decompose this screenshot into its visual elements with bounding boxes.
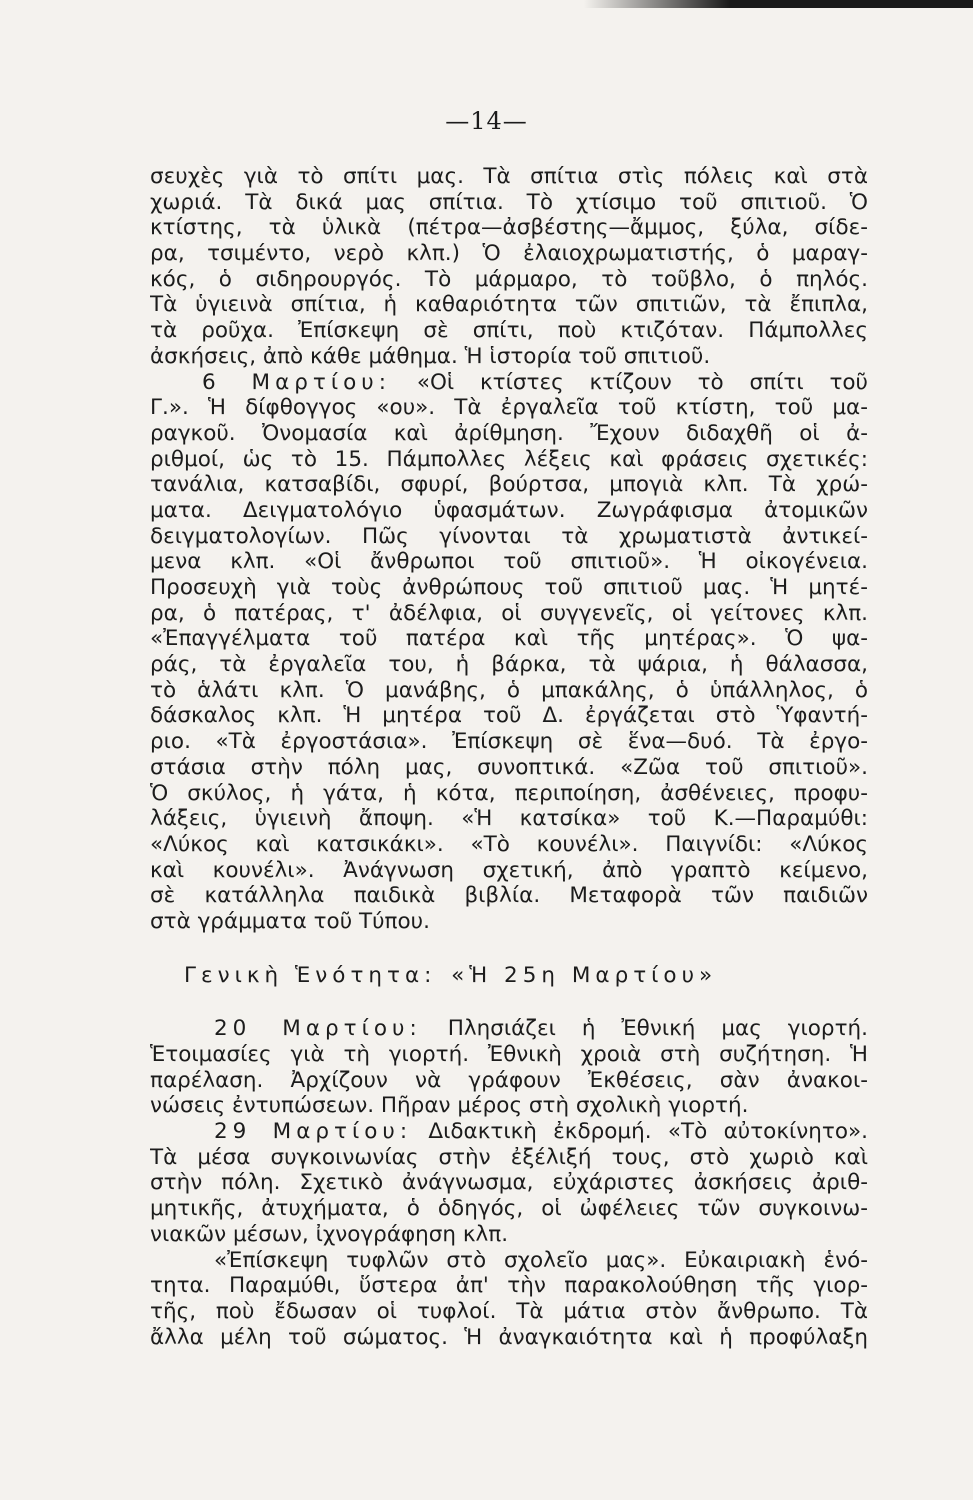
text-line: ράς, τὰ ἐργαλεῖα του, ἡ βάρκα, τὰ ψάρια, ἡ θάλασσα, — [150, 652, 868, 678]
text-line: δειγματολογίων. Πῶς γίνονται τὰ χρωματιστὰ ἀντικεί- — [150, 523, 868, 549]
text-line: χωριά. Τὰ δικά μας σπίτια. Τὸ χτίσιμο τοῦ σπιτιοῦ. Ὁ — [150, 189, 868, 215]
text-line: τανάλια, κατσαβίδι, σφυρί, βούρτσα, μπογιὰ κλπ. Τὰ χρώ- — [150, 472, 868, 498]
date-lead: 20 Μαρτίου: — [214, 1016, 422, 1042]
section-heading — [150, 963, 868, 989]
text-line: στὴν πόλη. Σχετικὸ ἀνάγνωσμα, εὐχάριστες ἀσκήσεις ἀριθ- — [150, 1170, 868, 1196]
text-line: κός, ὁ σιδηρουργός. Τὸ μάρμαρο, τὸ τοῦβλο, ὁ πηλός. — [150, 266, 868, 292]
text-line: καὶ κουνέλι». Ἀνάγνωση σχετική, ἀπὸ γραπτὸ κείμενο, — [150, 857, 868, 883]
text-line: τὸ ἁλάτι κλπ. Ὁ μανάβης, ὁ μπακάλης, ὁ ὑπάλληλος, ὁ — [150, 677, 868, 703]
text-line: στὰ γράμματα τοῦ Τύπου. — [150, 908, 430, 934]
text-line: κτίστης, τὰ ὑλικὰ (πέτρα—ἀσβέστης—ἄμμος, ξύλα, σίδε- — [150, 215, 868, 241]
section-gap — [150, 935, 868, 963]
text-line: ρα, ὁ πατέρας, τ' ἀδέλφια, οἱ συγγενεῖς, οἱ γείτονες κλπ. — [150, 600, 868, 626]
paragraph-house-topics — [150, 164, 868, 370]
heading-label: Γενικὴ Ἑνότητα: — [184, 962, 437, 988]
text-line — [150, 370, 868, 396]
text-line: τὰ ροῦχα. Ἐπίσκεψη σὲ σπίτι, ποὺ κτιζόταν. Πάμπολλες — [150, 318, 868, 344]
heading-title: «Ἡ 25η Μαρτίου» — [451, 962, 718, 988]
text-line: μενα κλπ. «Οἱ ἄνθρωποι τοῦ σπιτιοῦ». Ἡ οἰκογένεια. — [150, 549, 868, 575]
date-text: Πλησιάζει ἡ Ἐθνική μας γιορτή. — [447, 1016, 868, 1042]
text-line: Γ.». Ἡ δίφθογγος «ου». Τὰ ἐργαλεῖα τοῦ κτίστη, τοῦ μα- — [150, 395, 868, 421]
text-line: ραγκοῦ. Ὀνομασία καὶ ἀρίθμηση. Ἔχουν διδαχθῆ οἱ ἀ- — [150, 420, 868, 446]
text-line: νιακῶν μέσων, ἰχνογράφηση κλπ. — [150, 1221, 509, 1247]
text-line: ριο. «Τὰ ἐργοστάσια». Ἐπίσκεψη σὲ ἕνα—δυό. Τὰ ἐργο- — [150, 729, 868, 755]
text-line: Προσευχὴ γιὰ τοὺς ἀνθρώπους τοῦ σπιτιοῦ μας. Ἡ μητέ- — [150, 575, 868, 600]
text-line: στάσια στὴν πόλη μας, συνοπτικά. «Ζῶα τοῦ σπιτιοῦ». — [150, 754, 868, 780]
page-body — [150, 164, 868, 1350]
section-gap — [150, 988, 868, 1016]
text-line: ριθμοί, ὡς τὸ 15. Πάμπολλες λέξεις καὶ φράσεις σχετικές: — [150, 446, 868, 472]
text-line: ἄλλα μέλη τοῦ σώματος. Ἡ ἀναγκαιότητα καὶ ἡ προφύλαξη — [150, 1324, 868, 1350]
text-line: Ὁ σκύλος, ἡ γάτα, ἡ κότα, περιποίηση, ἀσθένειες, προφυ- — [150, 780, 868, 806]
paragraph-march-20 — [150, 1016, 868, 1119]
date-lead: 6 Μαρτίου: — [202, 369, 391, 395]
text-line: Ἑτοιμασίες γιὰ τὴ γιορτή. Ἐθνικὴ χροιὰ στὴ συζήτηση. Ἡ — [150, 1042, 868, 1067]
text-line: μητικῆς, ἀτυχήματα, ὁ ὁδηγός, οἱ ὠφέλειες τῶν συγκοινω- — [150, 1196, 868, 1222]
paragraph-blind-visit — [150, 1248, 868, 1351]
date-text: Διδακτικὴ ἐκδρομή. «Τὸ αὐτοκίνητο». — [428, 1119, 868, 1145]
text-line: νώσεις ἐντυπώσεων. Πῆραν μέρος στὴ σχολικὴ γιορτή. — [150, 1093, 749, 1119]
text-line: λάξεις, ὑγιεινὴ ἄποψη. «Ἡ κατσίκα» τοῦ Κ.—Παραμύθι: — [150, 806, 868, 832]
text-line: Τὰ μέσα συγκοινωνίας στὴν ἐξέλιξή τους, στὸ χωριὸ καὶ — [150, 1144, 868, 1170]
text-line: παρέλαση. Ἀρχίζουν νὰ γράφουν Ἐκθέσεις, σὰν ἀνακοι- — [150, 1067, 868, 1093]
text-line: Τὰ ὑγιεινὰ σπίτια, ἡ καθαριότητα τῶν σπιτιῶν, τὰ ἔπιπλα, — [150, 292, 868, 318]
paragraph-march-29 — [150, 1119, 868, 1247]
text-line: δάσκαλος κλπ. Ἡ μητέρα τοῦ Δ. ἐργάζεται στὸ Ὑφαντή- — [150, 703, 868, 729]
text-line: ματα. Δειγματολόγιο ὑφασμάτων. Ζωγράφισμα ἀτομικῶν — [150, 497, 868, 523]
text-line: τητα. Παραμύθι, ὕστερα ἀπ' τὴν παρακολούθηση τῆς γιορ- — [150, 1273, 868, 1299]
text-line: σευχὲς γιὰ τὸ σπίτι μας. Τὰ σπίτια στὶς πόλεις καὶ στὰ — [150, 164, 868, 189]
text-line: ἀσκήσεις, ἀπὸ κάθε μάθημα. Ἡ ἱστορία τοῦ σπιτιοῦ. — [150, 343, 711, 369]
text-line: τῆς, ποὺ ἔδωσαν οἱ τυφλοί. Τὰ μάτια στὸν ἄνθρωπο. Τὰ — [150, 1298, 868, 1324]
text-line — [150, 1016, 868, 1042]
text-line: «Λύκος καὶ κατσικάκι». «Τὸ κουνέλι». Παιγνίδι: «Λύκος — [150, 831, 868, 857]
scan-top-edge — [0, 0, 973, 8]
text-line: σὲ κατάλληλα παιδικὰ βιβλία. Μεταφορὰ τῶν παιδιῶν — [150, 883, 868, 909]
date-text: «Οἱ κτίστες κτίζουν τὸ σπίτι τοῦ — [416, 369, 868, 395]
text-line: «Ἐπίσκεψη τυφλῶν στὸ σχολεῖο μας». Εὐκαιριακὴ ἑνό- — [214, 1247, 868, 1273]
text-line: ρα, τσιμέντο, νερὸ κλπ.) Ὁ ἐλαιοχρωματιστής, ὁ μαραγ- — [150, 241, 868, 267]
text-line: «Ἐπαγγέλματα τοῦ πατέρα καὶ τῆς μητέρας». Ὁ ψα- — [150, 626, 868, 652]
text-line — [150, 1119, 868, 1145]
date-lead: 29 Μαρτίου: — [214, 1119, 413, 1145]
page-number: —14— — [445, 107, 528, 135]
paragraph-march-6 — [150, 370, 868, 935]
